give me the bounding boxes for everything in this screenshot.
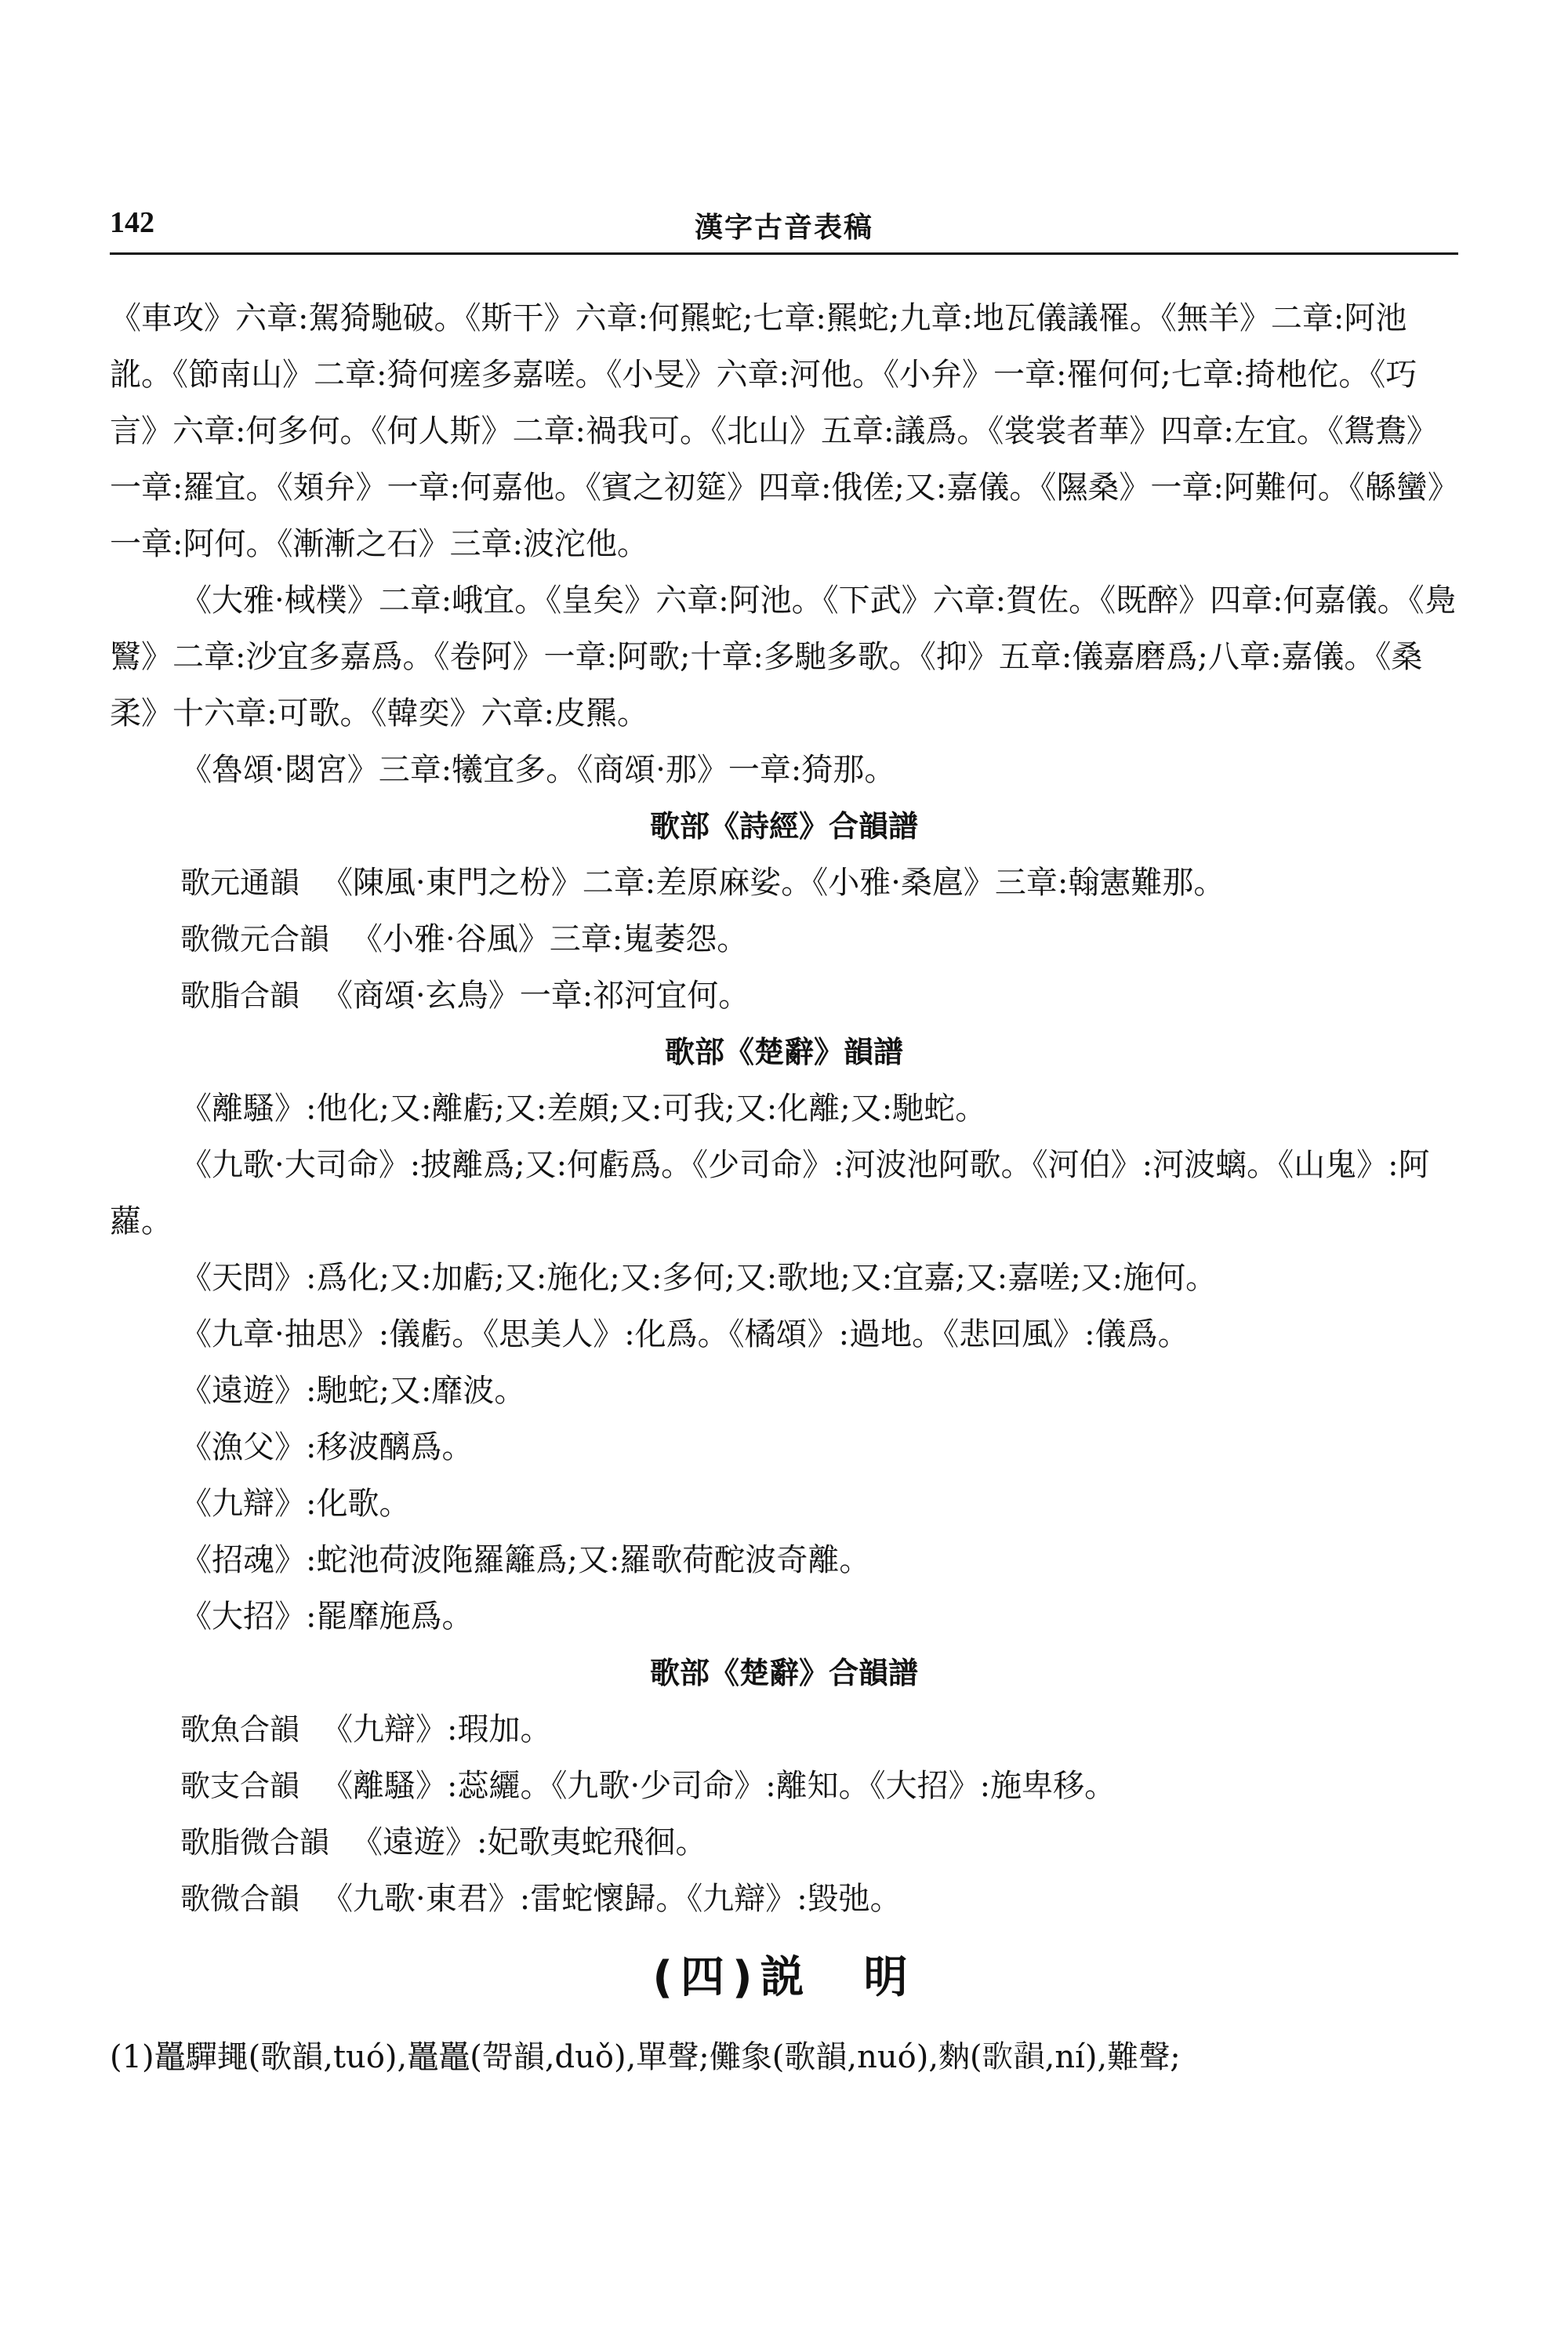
rhyme-entry (110, 911, 1458, 967)
rhyme-label: 歌脂微合韻 (180, 1825, 330, 1860)
rhyme-text: 《陳風·東門之枌》二章:差原麻娑。《小雅·桑扈》三章:翰憲難那。 (321, 865, 1225, 901)
paragraph-shijing-song: 《魯頌·閟宮》三章:犧宜多。《商頌·那》一章:猗那。 (180, 752, 896, 788)
chuci-entry: 《大招》:罷靡施爲。 (180, 1599, 474, 1635)
chuci-entry: 《九章·抽思》:儀虧。《思美人》:化爲。《橘頌》:過地。《悲回風》:儀爲。 (180, 1316, 1189, 1352)
rhyme-text: 《遠遊》:妃歌夷蛇飛徊。 (351, 1824, 707, 1860)
heading-chuci-rhymes: 歌部《楚辭》韻譜 (664, 1035, 903, 1069)
page-content (110, 290, 1458, 2085)
page-number: 142 (110, 206, 154, 239)
note-paragraph: (1)鼉驒䵷(歌韻,tuó),鼉鼉(哿韻,duǒ),單聲;儺𧰼(歌韻,nuó),𪌅(歌韻,ní),難聲; (110, 2039, 1181, 2075)
rhyme-text: 《商頌·玄鳥》一章:祁河宜何。 (321, 978, 750, 1014)
rhyme-text: 《九歌·東君》:雷蛇懷歸。《九辯》:毀弛。 (321, 1881, 902, 1917)
rhyme-label: 歌脂合韻 (180, 978, 300, 1013)
heading-chuci-combined-rhymes: 歌部《楚辭》合韻譜 (649, 1656, 918, 1690)
rhyme-label: 歌微元合韻 (180, 922, 330, 956)
chuci-entry: 《九歌·大司命》:披離爲;又:何虧爲。《少司命》:河波池阿歌。《河伯》:河波螭。《山鬼》:阿蘿。 (110, 1147, 1430, 1240)
section-title: (四)説 明 (652, 1952, 916, 2003)
paragraph-shijing-xiaoya: 《車攻》六章:駕猗馳破。《斯干》六章:何羆蛇;七章:羆蛇;九章:地瓦儀議罹。《無羊》二章:阿池訛。《節南山》二章:猗何瘥多嘉嗟。《小旻》六章:河他。《小弁》一章:罹何何;七章:掎杝佗。《巧言》六章:何多何。《何人斯》二章:禍我可。《北山》五章:議爲。《裳裳者華》四章:左宜。《鴛鴦》一章:羅宜。《頍弁》一章:何嘉他。《賓之初筵》四章:俄傞;又:嘉儀。《隰桑》一章:阿難何。《緜蠻》一章:阿何。《漸漸之石》三章:波沱他。 (110, 300, 1443, 562)
rhyme-label: 歌元通韻 (180, 866, 300, 900)
paragraph-shijing-daya: 《大雅·棫樸》二章:峨宜。《皇矣》六章:阿池。《下武》六章:賀佐。《既醉》四章:何嘉儀。《鳧鷖》二章:沙宜多嘉爲。《卷阿》一章:阿歌;十章:多馳多歌。《抑》五章:儀嘉磨爲;八章:嘉儀。《桑柔》十六章:可歌。《韓奕》六章:皮羆。 (110, 583, 1456, 731)
rhyme-entry (110, 1701, 1458, 1758)
rhyme-text: 《小雅·谷風》三章:嵬萎怨。 (351, 921, 749, 957)
chuci-entry: 《天問》:爲化;又:加虧;又:施化;又:多何;又:歌地;又:宜嘉;又:嘉嗟;又:施何。 (180, 1260, 1218, 1296)
rhyme-entry (110, 1814, 1458, 1871)
heading-shijing-combined-rhymes: 歌部《詩經》合韻譜 (649, 809, 918, 844)
chuci-entry: 《離騷》:他化;又:離虧;又:差頗;又:可我;又:化離;又:馳蛇。 (180, 1091, 987, 1127)
chuci-entry: 《遠遊》:馳蛇;又:靡波。 (180, 1373, 526, 1409)
rhyme-entry (110, 1758, 1458, 1814)
rhyme-entry (110, 1871, 1458, 1927)
rhyme-entry (110, 967, 1458, 1024)
chuci-entry: 《漁父》:移波醨爲。 (180, 1429, 474, 1465)
rhyme-label: 歌魚合韻 (180, 1712, 300, 1747)
rhyme-label: 歌微合韻 (180, 1882, 300, 1916)
chuci-entry: 《九辯》:化歌。 (180, 1486, 411, 1522)
rhyme-text: 《離騷》:蕊纚。《九歌·少司命》:離知。《大招》:施卑移。 (321, 1768, 1116, 1804)
running-title: 漢字古音表稿 (694, 211, 873, 244)
page-header (110, 205, 1458, 255)
rhyme-entry (110, 855, 1458, 911)
rhyme-text: 《九辯》:瑕加。 (321, 1711, 552, 1748)
chuci-entry: 《招魂》:蛇池荷波陁羅籬爲;又:羅歌荷酡波奇離。 (180, 1542, 871, 1578)
rhyme-label: 歌支合韻 (180, 1769, 300, 1803)
